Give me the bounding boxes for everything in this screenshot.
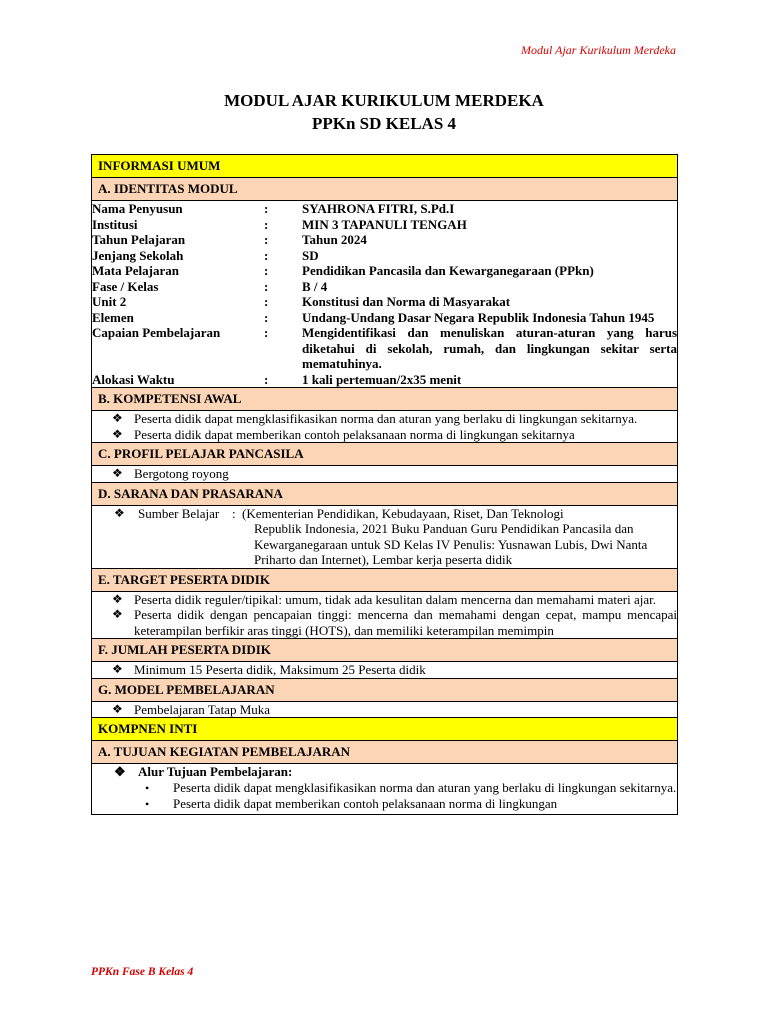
identitas-row (92, 279, 677, 295)
identitas-label: Tahun Pelajaran (92, 232, 186, 247)
identitas-table (92, 201, 677, 387)
list-item-text: Peserta didik dengan pencapaian tinggi: mencerna dan memahami dengan cepat, mampu mencapai keterampilan berfikir aras tinggi (HOTS), dan memiliki keterampilan memimpin (134, 607, 677, 638)
list-item-text: Bergotong royong (134, 466, 229, 481)
list-item-text: Peserta didik dapat mengklasifikasikan norma dan aturan yang berlaku di lingkungan sekitarnya. (134, 411, 638, 426)
list-item (112, 466, 677, 482)
diamond-bullet-icon: ❖ (112, 466, 123, 480)
identitas-label: Institusi (92, 216, 138, 232)
dot-bullet-icon: • (145, 797, 150, 811)
list-item (145, 796, 677, 812)
diamond-bullet-icon: ❖ (112, 591, 123, 606)
sumber-belajar (114, 506, 677, 568)
identitas-value: SD (302, 247, 319, 263)
identitas-row (92, 248, 677, 264)
document-subtitle: PPKn SD KELAS 4 (311, 114, 457, 133)
identitas-label: Unit 2 (92, 294, 127, 309)
running-footer: PPKn Fase B Kelas 4 (91, 966, 194, 978)
identitas-separator: : (264, 263, 269, 278)
sumber-separator: : (232, 505, 236, 521)
section-target-peserta: E. TARGET PESERTA DIDIK (92, 568, 678, 591)
section-profil-pelajar: C. PROFIL PELAJAR PANCASILA (92, 443, 678, 466)
section-jumlah-peserta: F. JUMLAH PESERTA DIDIK (92, 639, 678, 662)
identitas-row (92, 325, 677, 372)
identitas-separator: : (264, 294, 269, 309)
identitas-label: Nama Penyusun (92, 201, 183, 216)
identitas-value: Undang-Undang Dasar Negara Republik Indonesia Tahun 1945 (302, 309, 655, 325)
identitas-value: 1 kali pertemuan/2x35 menit (302, 371, 462, 387)
identitas-value: Tahun 2024 (302, 232, 367, 247)
diamond-bullet-icon: ❖ (114, 764, 126, 779)
tujuan-block (92, 764, 678, 815)
identitas-row (92, 263, 677, 279)
alur-tujuan-list (92, 780, 677, 812)
diamond-bullet-icon: ❖ (114, 505, 125, 520)
section-kompetensi-awal: B. KOMPETENSI AWAL (92, 388, 678, 411)
identitas-row (92, 232, 677, 248)
list-item-text: Peserta didik reguler/tipikal: umum, tidak ada kesulitan dalam mencerna dan memahami materi ajar. (134, 591, 656, 607)
sumber-text-first: (Kementerian Pendidikan, Kebudayaan, Riset, Dan Teknologi (242, 505, 564, 521)
identitas-label: Capaian Pembelajaran (92, 325, 221, 340)
section-informasi-umum: INFORMASI UMUM (92, 155, 678, 178)
section-tujuan-kegiatan: A. TUJUAN KEGIATAN PEMBELAJARAN (92, 741, 678, 764)
identitas-row (92, 372, 677, 388)
identitas-label: Jenjang Sekolah (92, 247, 184, 263)
target-list (92, 591, 678, 639)
identitas-separator: : (264, 309, 269, 325)
list-item (112, 702, 677, 718)
identitas-separator: : (264, 247, 269, 263)
list-item (112, 411, 677, 427)
identitas-row (92, 217, 677, 233)
identitas-value: B / 4 (302, 278, 328, 294)
identitas-value: Pendidikan Pancasila dan Kewarganegaraan (PPkn) (302, 263, 594, 278)
section-identitas-modul: A. IDENTITAS MODUL (92, 178, 678, 201)
identitas-separator: : (264, 371, 269, 387)
section-model-pembelajaran: G. MODEL PEMBELAJARAN (92, 678, 678, 701)
identitas-label: Mata Pelajaran (92, 263, 180, 278)
identitas-separator: : (264, 325, 269, 340)
diamond-bullet-icon: ❖ (112, 426, 123, 441)
identitas-label: Fase / Kelas (92, 278, 159, 294)
model-list (92, 701, 678, 718)
identitas-separator: : (264, 216, 269, 232)
document-title: MODUL AJAR KURIKULUM MERDEKA (224, 91, 544, 110)
identitas-block (92, 201, 678, 388)
list-item-text: Peserta didik dapat memberikan contoh pelaksanaan norma di lingkungan sekitarnya (134, 426, 575, 442)
identitas-value: MIN 3 TAPANULI TENGAH (302, 216, 467, 232)
identitas-value: SYAHRONA FITRI, S.Pd.I (302, 201, 455, 216)
list-item-text: Pembelajaran Tatap Muka (134, 701, 271, 717)
running-header: Modul Ajar Kurikulum Merdeka (521, 43, 676, 57)
identitas-separator: : (264, 201, 269, 216)
jumlah-list (92, 662, 678, 679)
list-item-text: Peserta didik dapat mengklasifikasikan norma dan aturan yang berlaku di lingkungan sekitarnya. (173, 780, 677, 795)
identitas-separator: : (264, 232, 269, 247)
identitas-row (92, 310, 677, 326)
list-item (145, 780, 677, 796)
section-sarana-prasarana: D. SARANA DAN PRASARANA (92, 482, 678, 505)
list-item-text: Peserta didik dapat memberikan contoh pelaksanaan norma di lingkungan (173, 796, 558, 811)
sumber-label: Sumber Belajar (138, 505, 220, 521)
identitas-separator: : (264, 278, 269, 294)
diamond-bullet-icon: ❖ (112, 662, 123, 676)
diamond-bullet-icon: ❖ (112, 607, 123, 621)
profil-list (92, 466, 678, 483)
list-item (112, 592, 677, 608)
kompetensi-list (92, 411, 678, 443)
diamond-bullet-icon: ❖ (112, 701, 123, 716)
identitas-label: Alokasi Waktu (92, 371, 175, 387)
sumber-text-rest: Republik Indonesia, 2021 Buku Panduan Guru Pendidikan Pancasila dan Kewarganegaraan untuk SD Kelas IV Penulis: Yusnawan Lubis, Dwi Nanta Priharto dan Internet), Lembar kerja peserta didik (254, 521, 648, 567)
module-table (91, 154, 678, 815)
list-item-text: Minimum 15 Peserta didik, Maksimum 25 Peserta didik (134, 662, 426, 677)
diamond-bullet-icon: ❖ (112, 411, 123, 425)
dot-bullet-icon: • (145, 781, 150, 795)
list-item (112, 662, 677, 678)
identitas-value: Konstitusi dan Norma di Masyarakat (302, 294, 511, 309)
list-item (112, 427, 677, 443)
section-komponen-inti: KOMPNEN INTI (92, 718, 678, 741)
identitas-value: Mengidentifikasi dan menuliskan aturan-aturan yang harus diketahui di sekolah, rumah, dan lingkungan sekitar serta mematuhinya. (302, 325, 677, 371)
identitas-row (92, 201, 677, 217)
alur-tujuan-title: Alur Tujuan Pembelajaran: (138, 764, 293, 779)
sarana-block (92, 505, 678, 568)
identitas-row (92, 294, 677, 310)
identitas-label: Elemen (92, 309, 134, 325)
alur-tujuan-heading (114, 764, 677, 780)
list-item (112, 607, 677, 638)
